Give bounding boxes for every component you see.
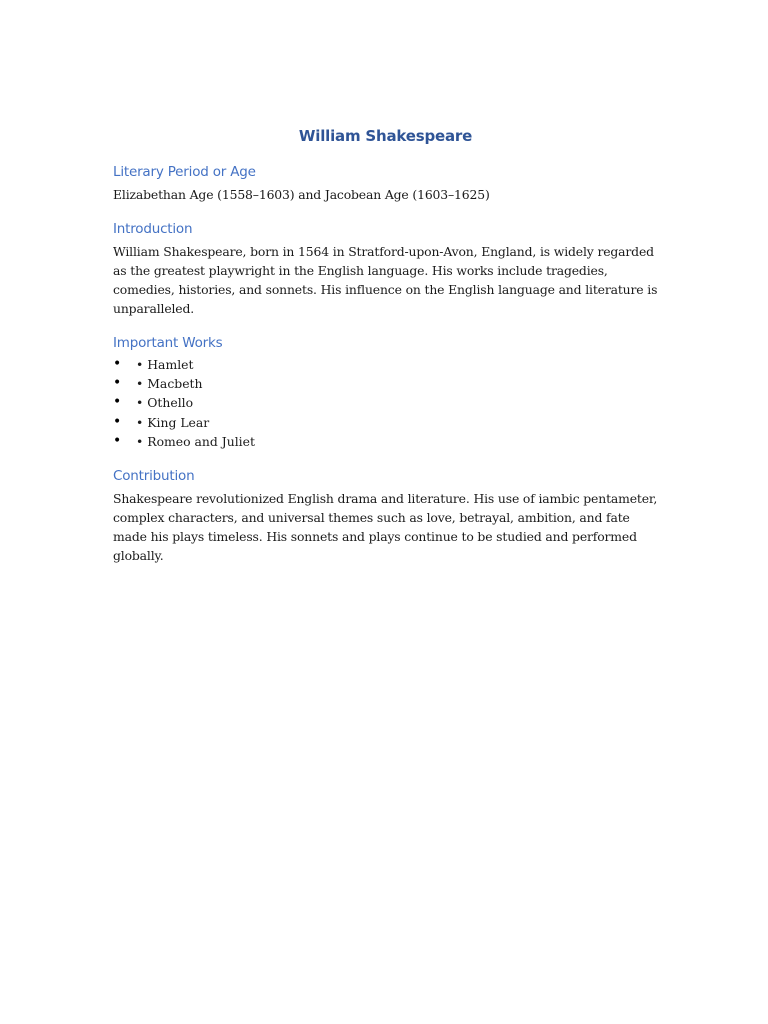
heading-introduction: Introduction bbox=[113, 221, 193, 237]
list-item bbox=[113, 374, 658, 393]
contribution-text: Shakespeare revolutionized English drama and literature. His use of iambic pentameter, complex characters, and universal themes such as love, betrayal, ambition, and fate made his plays timeless. His sonnets and plays continue to be studied and performed globally. bbox=[113, 490, 658, 563]
bullet-icon: • bbox=[113, 375, 122, 392]
heading-important-works: Important Works bbox=[113, 335, 223, 351]
document-content bbox=[113, 122, 658, 565]
important-works-list bbox=[113, 355, 658, 451]
literary-period-text: Elizabethan Age (1558–1603) and Jacobean Age (1603–1625) bbox=[113, 187, 490, 202]
list-item bbox=[113, 393, 658, 412]
work-title: • Hamlet bbox=[136, 357, 194, 372]
introduction-text: William Shakespeare, born in 1564 in Stratford-upon-Avon, England, is widely regarded as the greatest playwright in the English language. His works include tragedies, comedies, histories, and sonnets. His influence on the English language and literature is unparalleled. bbox=[113, 244, 658, 316]
work-title: • King Lear bbox=[136, 414, 210, 430]
list-item bbox=[113, 413, 658, 432]
list-item bbox=[113, 355, 658, 374]
list-item bbox=[113, 432, 658, 451]
work-title: • Romeo and Juliet bbox=[136, 433, 255, 449]
heading-literary-period: Literary Period or Age bbox=[113, 164, 256, 180]
bullet-icon: • bbox=[113, 356, 122, 372]
work-title: • Othello bbox=[136, 395, 194, 411]
bullet-icon: • bbox=[113, 394, 122, 411]
document-title: William Shakespeare bbox=[298, 127, 473, 145]
bullet-icon: • bbox=[113, 413, 122, 430]
bullet-icon: • bbox=[113, 432, 122, 449]
work-title: • Macbeth bbox=[136, 376, 203, 392]
heading-contribution: Contribution bbox=[113, 467, 195, 484]
